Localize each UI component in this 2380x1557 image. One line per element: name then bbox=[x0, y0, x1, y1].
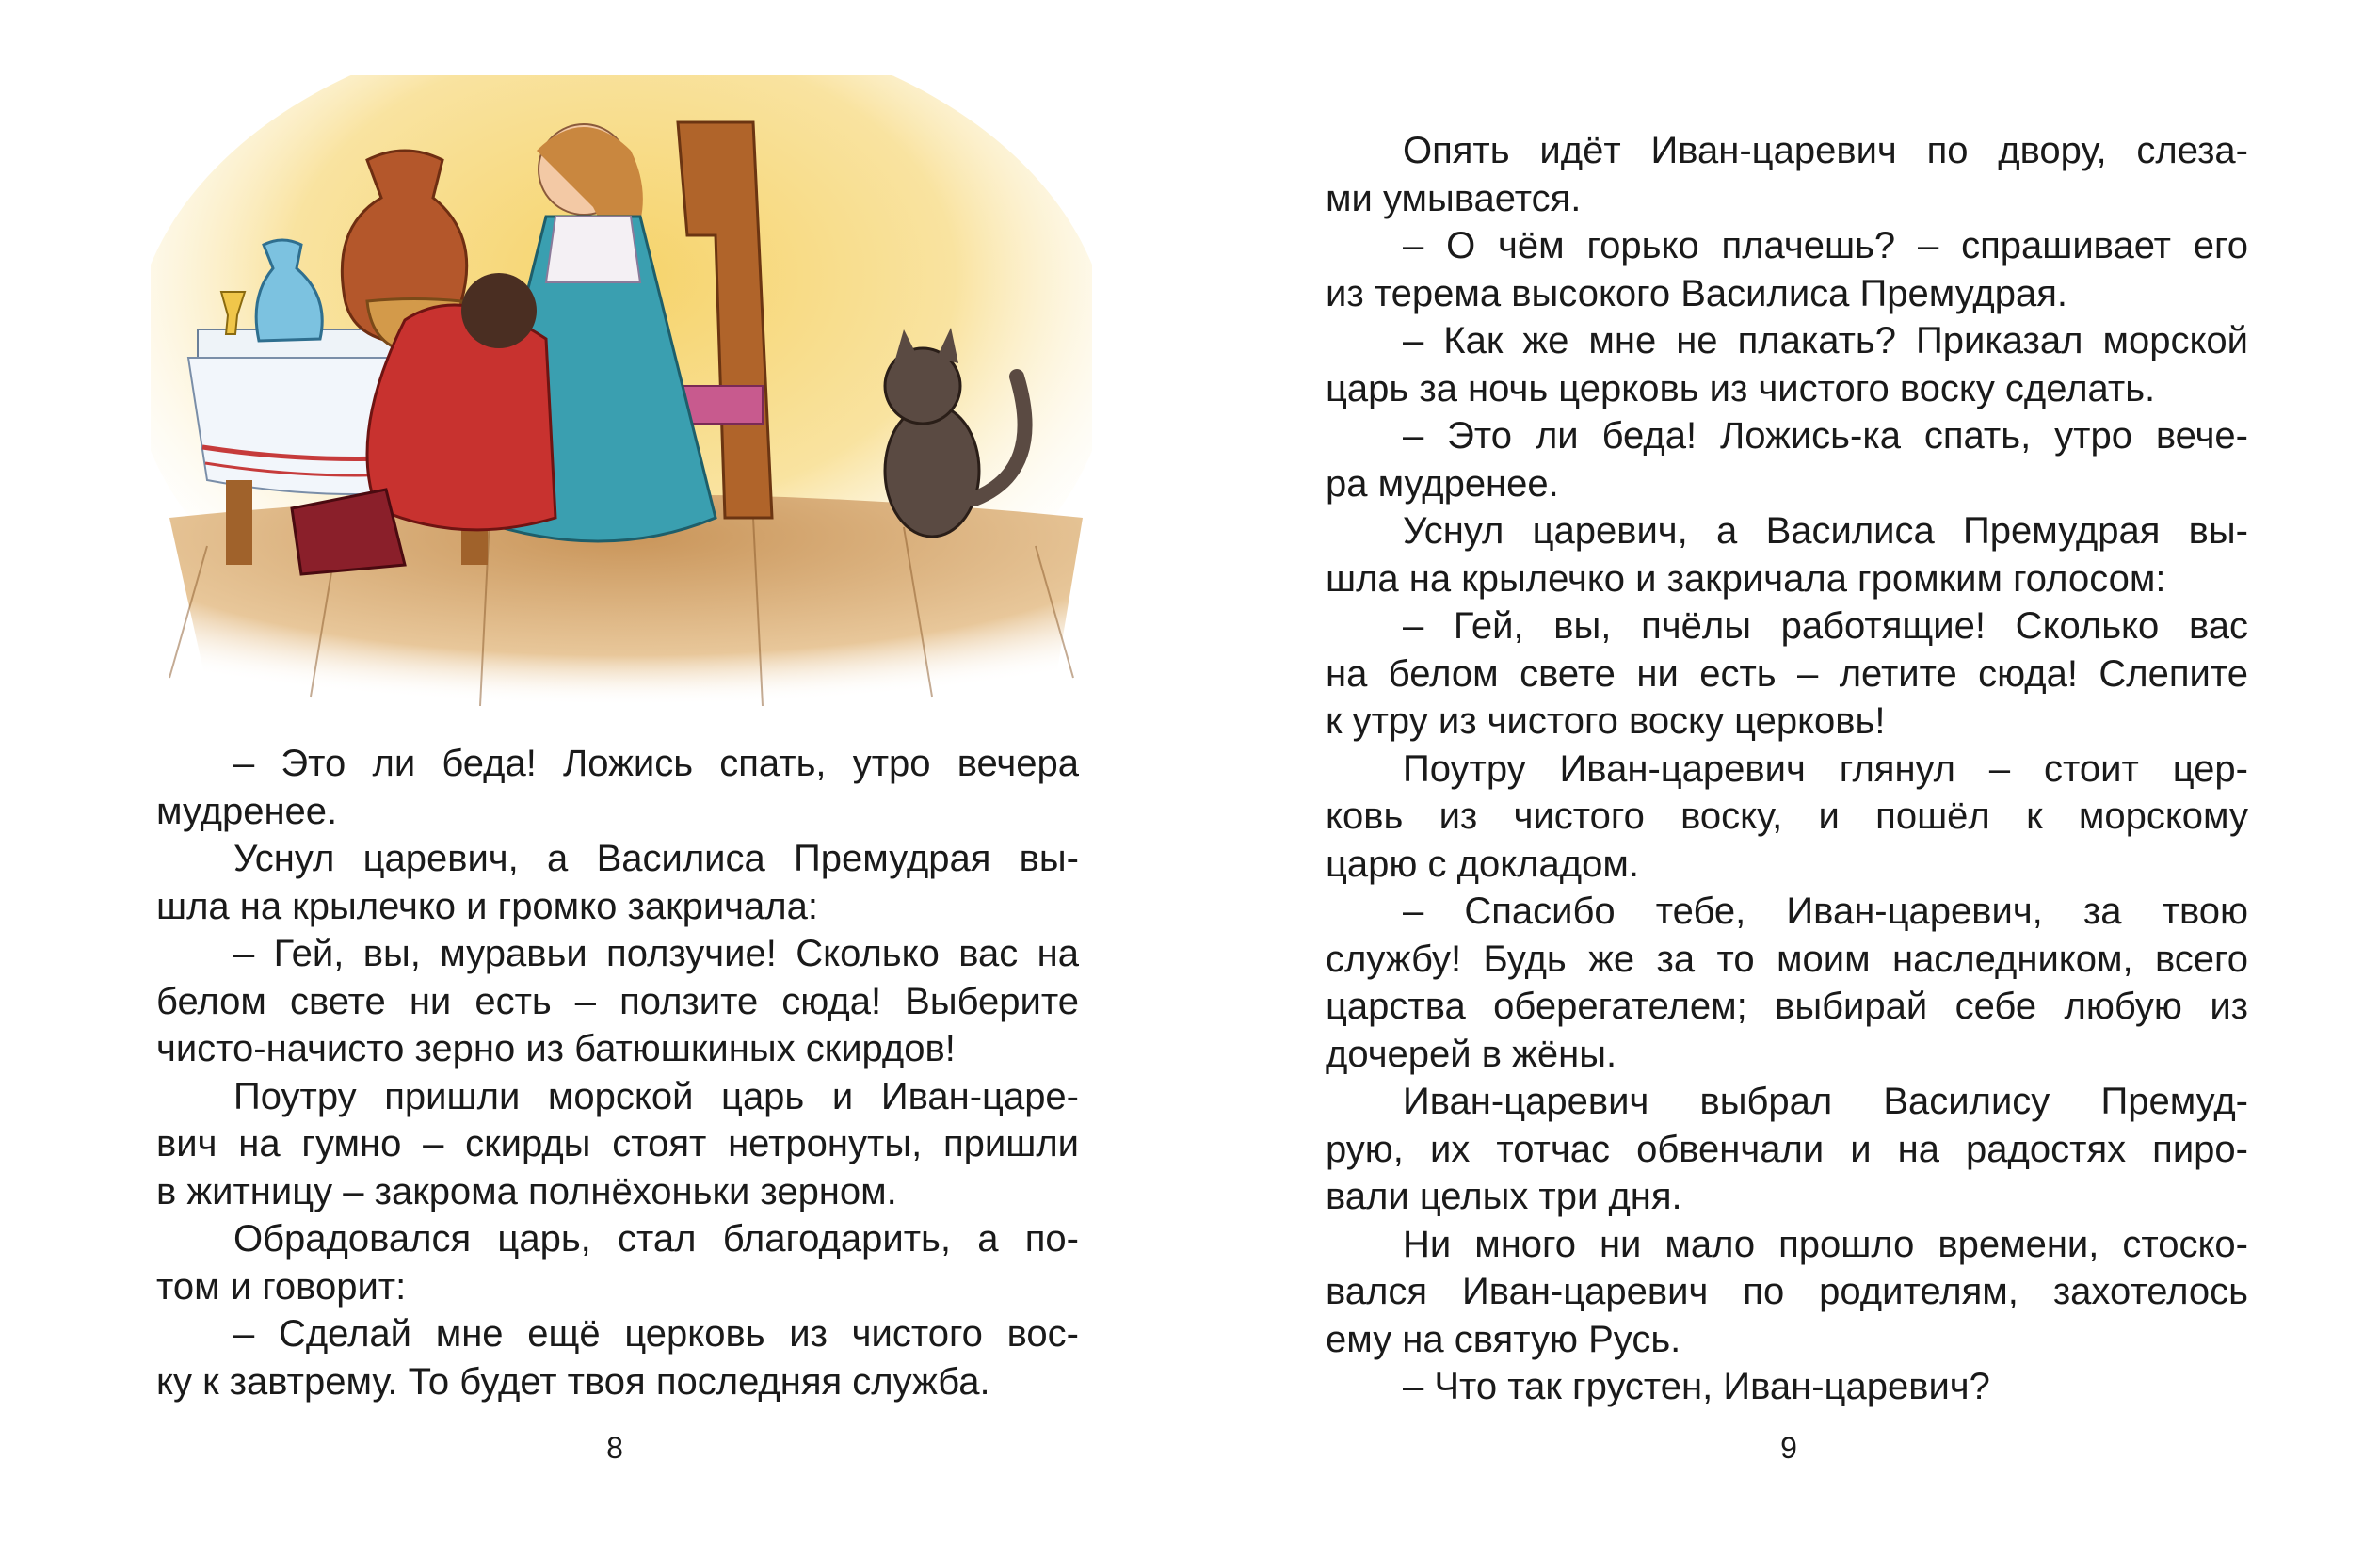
text-line: рую, их тотчас обвенчали и на радостях пиро- bbox=[1326, 1128, 2248, 1170]
text-line: ку к завтрему. То будет твоя последняя служба. bbox=[156, 1360, 990, 1403]
page-number: 9 bbox=[1780, 1431, 1797, 1465]
text-line: ра мудренее. bbox=[1326, 462, 1559, 505]
text-line: царю с докладом. bbox=[1326, 843, 1639, 885]
text-line: Ни много ни мало прошло времени, стоско- bbox=[1403, 1223, 2248, 1265]
text-line: – Гей, вы, пчёлы работящие! Сколько вас bbox=[1403, 605, 2248, 647]
text-line: – Это ли беда! Ложись спать, утро вечера bbox=[233, 743, 1079, 784]
text-line: из терема высокого Василиса Премудрая. bbox=[1326, 272, 2068, 314]
story-illustration bbox=[151, 75, 1092, 715]
text-line: шла на крылечко и громко закричала: bbox=[156, 885, 818, 927]
text-line: в житницу – закрома полнёхоньки зерном. bbox=[156, 1170, 897, 1212]
text-line: Уснул царевич, а Василиса Премудрая вы- bbox=[233, 838, 1079, 879]
text-line: ковь из чистого воску, и пошёл к морскому bbox=[1326, 795, 2248, 837]
text-line: – Как же мне не плакать? Приказал морской bbox=[1403, 320, 2248, 361]
right-page-text bbox=[1326, 127, 2248, 1411]
text-line: – Спасибо тебе, Иван-царевич, за твою bbox=[1403, 891, 2248, 932]
text-line: ему на святую Русь. bbox=[1326, 1318, 1681, 1360]
text-line: – Сделай мне ещё церковь из чистого вос- bbox=[233, 1313, 1079, 1355]
text-line: Поутру Иван-царевич глянул – стоит цер- bbox=[1403, 747, 2248, 790]
left-page-text bbox=[156, 740, 1079, 1405]
text-line: к утру из чистого воску церковь! bbox=[1326, 700, 1886, 742]
text-line: мудренее. bbox=[156, 790, 338, 832]
text-line: чисто-начисто зерно из батюшкиных скирдов! bbox=[156, 1028, 956, 1069]
text-line: дочерей в жёны. bbox=[1326, 1033, 1617, 1075]
text-line: ми умывается. bbox=[1326, 177, 1582, 219]
text-line: службу! Будь же за то моим наследником, всего bbox=[1326, 938, 2248, 980]
text-line: – Гей, вы, муравьи ползучие! Сколько вас на bbox=[233, 933, 1079, 974]
text-line: вали целых три дня. bbox=[1326, 1176, 1682, 1217]
page-number: 8 bbox=[606, 1431, 623, 1465]
text-line: вался Иван-царевич по родителям, захотелось bbox=[1326, 1271, 2248, 1312]
text-line: Поутру пришли морской царь и Иван-царе- bbox=[233, 1075, 1079, 1117]
text-line: Уснул царевич, а Василиса Премудрая вы- bbox=[1403, 510, 2248, 552]
text-line: Опять идёт Иван-царевич по двору, слеза- bbox=[1403, 130, 2248, 171]
text-line: шла на крылечко и закричала громким голосом: bbox=[1326, 557, 2166, 600]
text-line: царь за ночь церковь из чистого воску сделать. bbox=[1326, 367, 2156, 409]
text-line: том и говорит: bbox=[156, 1265, 407, 1308]
text-line: белом свете ни есть – ползите сюда! Выберите bbox=[156, 980, 1079, 1022]
text-line: Обрадовался царь, стал благодарить, а по- bbox=[233, 1218, 1079, 1260]
text-line: вич на гумно – скирды стоят нетронуты, пришли bbox=[156, 1123, 1079, 1164]
text-line: царства оберегателем; выбирай себе любую из bbox=[1326, 986, 2248, 1027]
text-line: на белом свете ни есть – летите сюда! Слепите bbox=[1326, 652, 2248, 695]
text-line: Иван-царевич выбрал Василису Премуд- bbox=[1403, 1081, 2248, 1122]
text-line: – Это ли беда! Ложись-ка спать, утро вече- bbox=[1403, 415, 2248, 457]
text-line: – Что так грустен, Иван-царевич? bbox=[1403, 1366, 1990, 1407]
illustration-drawing bbox=[151, 75, 1092, 715]
text-line: – О чём горько плачешь? – спрашивает его bbox=[1403, 225, 2248, 266]
